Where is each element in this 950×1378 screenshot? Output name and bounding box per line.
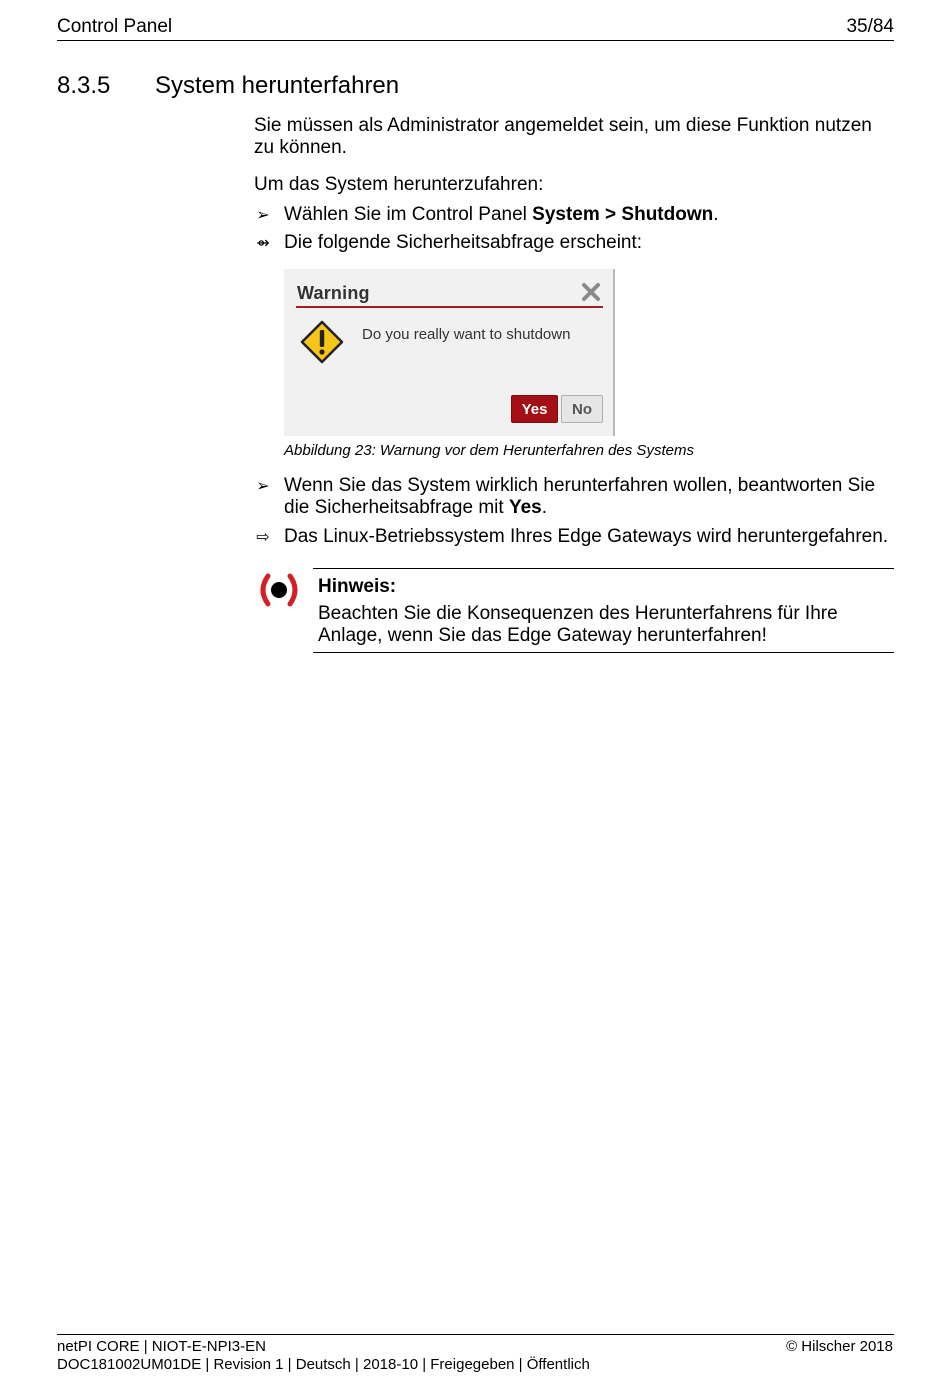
dialog-title: Warning	[297, 283, 370, 303]
footer-product: netPI CORE | NIOT-E-NPI3-EN	[57, 1338, 266, 1355]
lead-paragraph: Um das System herunterzufahren:	[254, 174, 544, 195]
yes-button[interactable]: Yes	[511, 395, 558, 423]
note-title: Hinweis:	[318, 576, 397, 597]
footer-copyright: © Hilscher 2018	[786, 1338, 893, 1355]
alert-signal-icon	[256, 572, 302, 608]
result-arrow-icon: ⇨	[256, 529, 270, 546]
step-2-text: Die folgende Sicherheitsabfrage erscheint:	[284, 232, 643, 253]
figure-caption: Abbildung 23: Warnung vor dem Herunterfahren des Systems	[284, 442, 694, 459]
intro-paragraph: Sie müssen als Administrator angemeldet sein, um diese Funktion nutzen zu können.	[254, 115, 872, 158]
note-top-divider	[313, 568, 894, 569]
no-button[interactable]: No	[561, 395, 603, 423]
section-number: 8.3.5	[57, 72, 111, 99]
section-title: System herunterfahren	[155, 72, 400, 99]
header-divider	[57, 40, 894, 41]
warning-icon	[300, 320, 344, 364]
step-bullet-icon: ➢	[256, 478, 270, 495]
footer-divider	[57, 1334, 894, 1335]
page-number: 35/84	[846, 16, 894, 37]
dialog-message: Do you really want to shutdown	[362, 326, 571, 343]
note-text: Beachten Sie die Konsequenzen des Herunterfahrens für Ihre Anlage, wenn Sie das Edge Gateway herunterfahren!	[318, 603, 838, 646]
step-4-text: Das Linux-Betriebssystem Ihres Edge Gateways wird heruntergefahren.	[284, 526, 889, 547]
header-section-title: Control Panel	[57, 16, 173, 37]
yes-keyword: Yes	[508, 497, 542, 518]
footer-document-info: DOC181002UM01DE | Revision 1 | Deutsch | 2018-10 | Freigegeben | Öffentlich	[57, 1356, 590, 1373]
warning-dialog-figure	[284, 269, 615, 436]
step-3-text: Wenn Sie das System wirklich herunterfahren wollen, beantworten Sie die Sicherheitsabfrage mit Yes.	[284, 475, 876, 518]
step-bullet-icon: ➢	[256, 207, 270, 224]
dialog-title-divider	[296, 306, 603, 308]
result-arrow-icon: ⇴	[256, 235, 270, 252]
close-icon	[580, 281, 602, 303]
menu-path: System > Shutdown	[532, 204, 714, 225]
step-1-text: Wählen Sie im Control Panel System > Shutdown.	[284, 204, 719, 225]
note-bottom-divider	[313, 652, 894, 653]
